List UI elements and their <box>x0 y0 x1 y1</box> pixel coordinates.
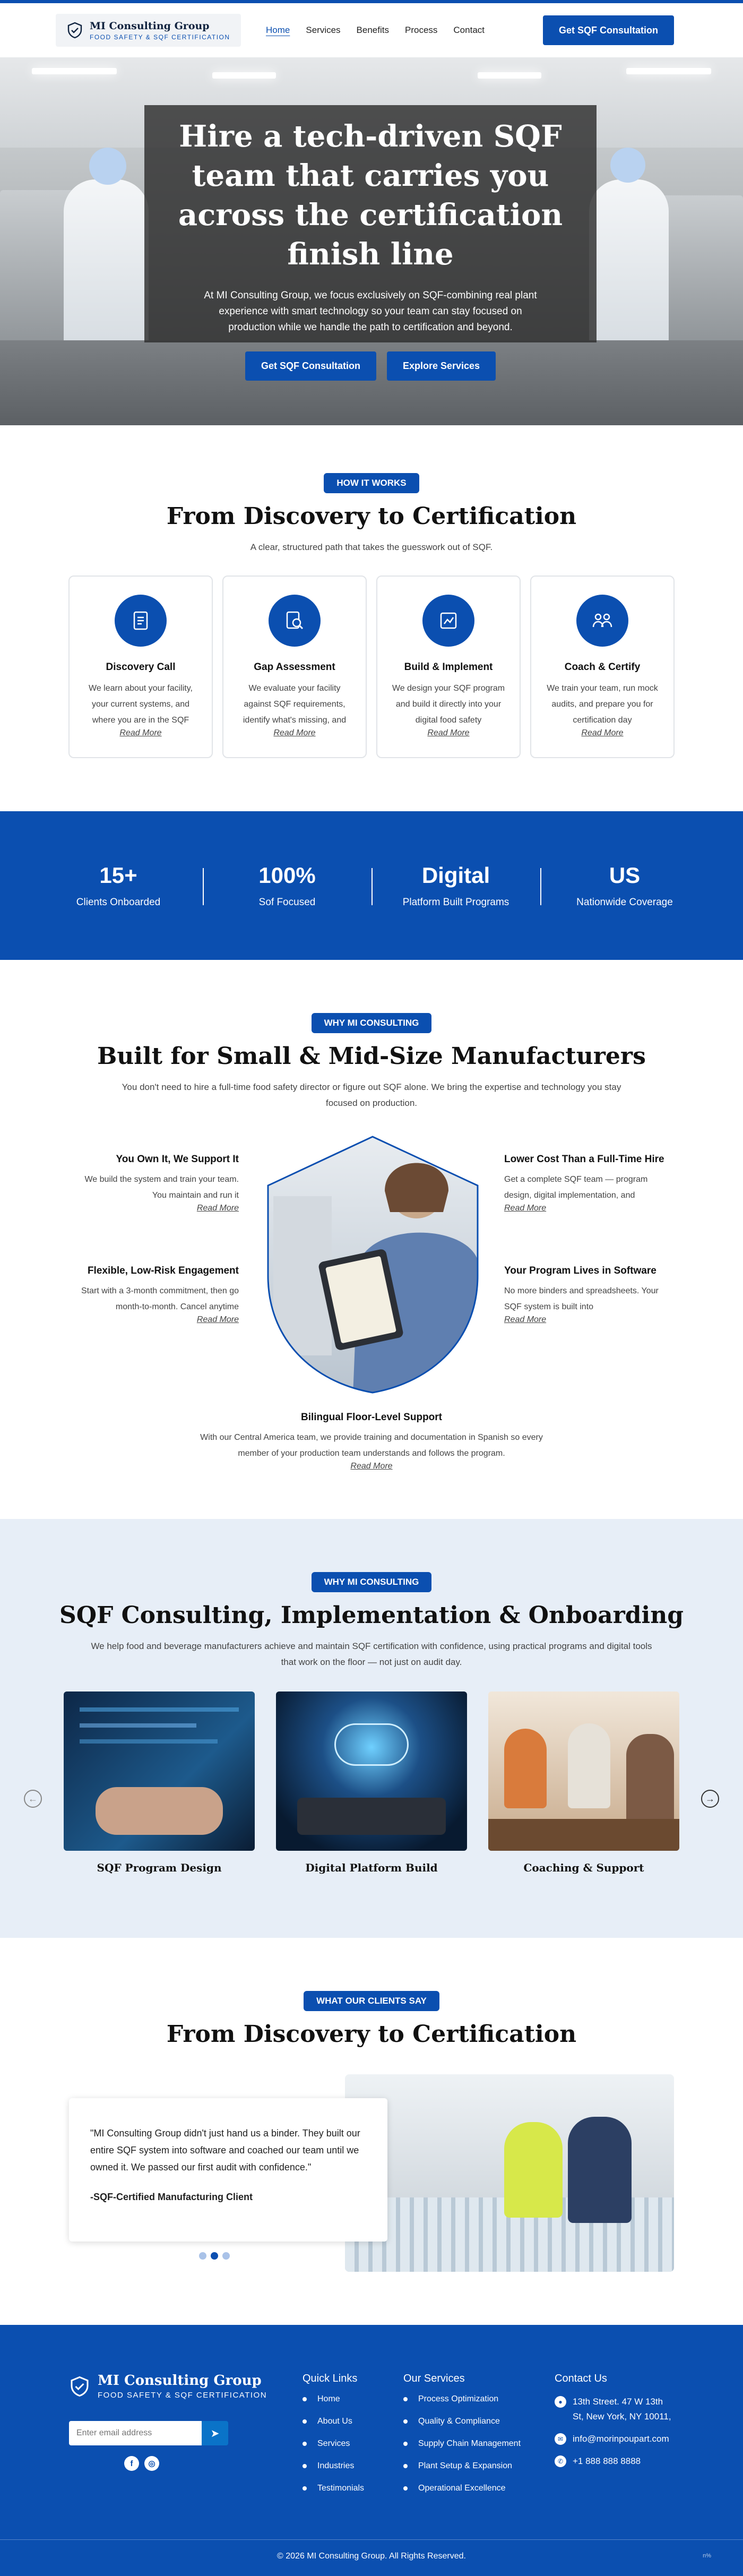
feature-item <box>69 1154 239 1213</box>
how-pill: HOW IT WORKS <box>324 473 419 493</box>
arrow-left-icon: ← <box>28 1793 38 1804</box>
site-header <box>0 3 743 57</box>
feature-title: Bilingual Floor-Level Support <box>301 1412 442 1423</box>
newsletter-form <box>69 2421 228 2445</box>
feature-title: Your Program Lives in Software <box>504 1265 656 1276</box>
feature-text: With our Central America team, we provide training and documentation in Spanish so every member of your production team understands and follows the program. <box>200 1433 543 1458</box>
shield-check-icon <box>69 2376 90 2397</box>
feature-item <box>0 1412 743 1471</box>
consultant-shield-image <box>263 1132 483 1395</box>
hero-section <box>0 57 743 425</box>
service-card[interactable] <box>488 1691 679 1874</box>
footer-link-industries[interactable]: Industries <box>303 2461 403 2471</box>
feature-item <box>504 1154 674 1213</box>
send-icon: ➤ <box>210 2427 220 2440</box>
step-title: Coach & Certify <box>564 662 641 673</box>
feature-text: Start with a 3-month commitment, then go month-to-month. Cancel anytime <box>81 1286 239 1311</box>
step-card <box>222 576 367 758</box>
step-title: Build & Implement <box>404 662 493 673</box>
copyright-bar <box>0 2539 743 2576</box>
footer-link-about[interactable]: About Us <box>303 2417 403 2426</box>
feature-text: No more binders and spreadsheets. Your SQF system is built into <box>504 1286 659 1311</box>
feature-item <box>504 1265 674 1325</box>
build-icon <box>422 595 474 647</box>
services-section <box>0 1519 743 1938</box>
feature-text: Get a complete SQF team — program design, digital implementation, and <box>504 1175 648 1200</box>
scientist-head <box>610 148 645 183</box>
quick-links-column <box>303 2373 403 2529</box>
services-title: SQF Consulting, Implementation & Onboarding <box>59 1602 684 1629</box>
contact-phone[interactable]: +1 888 888 8888 <box>573 2456 641 2466</box>
testimonial-section <box>0 1938 743 2325</box>
step-read-more[interactable]: Read More <box>273 728 316 737</box>
footer-service-link[interactable]: Plant Setup & Expansion <box>403 2461 555 2471</box>
why-pill: WHY MI CONSULTING <box>312 1013 432 1033</box>
footer-logo-subtitle: FOOD SAFETY & SQF CERTIFICATION <box>98 2391 267 2400</box>
service-card[interactable] <box>276 1691 467 1874</box>
carousel-prev-button[interactable] <box>24 1790 42 1808</box>
stat-label: Nationwide Coverage <box>576 897 673 908</box>
footer-service-link[interactable]: Quality & Compliance <box>403 2417 555 2426</box>
nav-services[interactable]: Services <box>306 25 341 35</box>
search-document-icon <box>269 595 321 647</box>
cloud-platform-image <box>276 1691 467 1851</box>
step-read-more[interactable]: Read More <box>427 728 470 737</box>
stat-item <box>372 863 540 908</box>
feature-read-more[interactable]: Read More <box>196 1315 239 1324</box>
footer-service-link[interactable]: Operational Excellence <box>403 2484 555 2493</box>
service-card-title: SQF Program Design <box>97 1861 222 1874</box>
facebook-icon[interactable]: f <box>124 2456 139 2471</box>
footer-service-link[interactable]: Process Optimization <box>403 2394 555 2404</box>
footer-logo[interactable] <box>69 2373 303 2400</box>
phone-icon: ✆ <box>555 2455 566 2467</box>
clipboard-icon <box>115 595 167 647</box>
feature-read-more[interactable]: Read More <box>350 1462 393 1471</box>
service-card-title: Digital Platform Build <box>305 1861 438 1874</box>
hero-title: Hire a tech-driven SQF team that carries you across the certification finish line <box>178 119 563 272</box>
step-text: We train your team, run mock audits, and prepare you for certification day <box>547 684 658 725</box>
step-card <box>376 576 521 758</box>
nav-home[interactable]: Home <box>266 25 290 35</box>
stat-value: US <box>609 863 641 888</box>
coaching-meeting-image <box>488 1691 679 1851</box>
header-consultation-button[interactable]: Get SQF Consultation <box>543 15 674 45</box>
feature-read-more[interactable]: Read More <box>504 1204 547 1213</box>
stat-label: Sof Focused <box>258 897 316 908</box>
email-icon: ✉ <box>555 2433 566 2445</box>
carousel-dots <box>199 2252 230 2260</box>
services-pill: WHY MI CONSULTING <box>312 1572 432 1592</box>
stat-label: Platform Built Programs <box>402 897 509 908</box>
footer-link-services[interactable]: Services <box>303 2439 403 2449</box>
contact-title: Contact Us <box>555 2373 607 2384</box>
ceiling-light <box>212 72 276 79</box>
testimonial-card <box>69 2098 387 2242</box>
logo-subtitle: FOOD SAFETY & SQF CERTIFICATION <box>90 33 230 41</box>
step-title: Gap Assessment <box>254 662 335 673</box>
contact-address: 13th Street. 47 W 13th St, New York, NY 10011, <box>573 2397 671 2422</box>
logo-title: MI Consulting Group <box>90 20 210 32</box>
site-footer <box>0 2325 743 2576</box>
step-card <box>68 576 213 758</box>
stat-value: 15+ <box>99 863 137 888</box>
feature-title: Lower Cost Than a Full-Time Hire <box>504 1154 664 1165</box>
our-services-title: Our Services <box>403 2373 465 2384</box>
code-laptop-image <box>64 1691 255 1851</box>
stats-band <box>0 811 743 960</box>
main-nav <box>266 15 674 45</box>
footer-logo-title: MI Consulting Group <box>98 2373 262 2389</box>
how-title: From Discovery to Certification <box>166 503 577 530</box>
carousel-next-button[interactable] <box>701 1790 719 1808</box>
feature-item <box>69 1265 239 1325</box>
instagram-icon[interactable]: ◎ <box>144 2456 159 2471</box>
stat-item <box>540 863 709 908</box>
corner-badge: n% <box>703 2553 711 2559</box>
why-section <box>0 960 743 1519</box>
footer-service-link[interactable]: Supply Chain Management <box>403 2439 555 2449</box>
our-services-column <box>403 2373 555 2529</box>
testimonial-title: From Discovery to Certification <box>166 2021 577 2048</box>
stat-value: Digital <box>421 863 490 888</box>
contact-column <box>555 2373 674 2529</box>
quick-links-title: Quick Links <box>303 2373 358 2384</box>
services-subtitle: We help food and beverage manufacturers achieve and maintain SQF certification with confidence, using practical programs and digital tools that work on the floor — not just on audit day. <box>91 1641 652 1667</box>
step-text: We learn about your facility, your current systems, and where you are in the SQF <box>89 684 193 725</box>
ceiling-light <box>478 72 541 79</box>
ceiling-light <box>32 68 117 74</box>
location-icon: ● <box>555 2396 566 2408</box>
step-title: Discovery Call <box>106 662 176 673</box>
stat-label: Clients Onboarded <box>76 897 161 908</box>
explore-services-button[interactable]: Explore Services <box>387 351 496 381</box>
step-card <box>530 576 675 758</box>
nav-benefits[interactable]: Benefits <box>356 25 389 35</box>
site-logo[interactable] <box>56 14 241 47</box>
how-subtitle: A clear, structured path that takes the guesswork out of SQF. <box>250 542 493 552</box>
hero-text: At MI Consulting Group, we focus exclusively on SQF-combining real plant experience with smart technology so your team can stay focused on production while we handle the path to certification and beyond. <box>204 290 537 333</box>
testimonial-quote: "MI Consulting Group didn't just hand us a binder. They built our entire SQF system into software and coached our team until we owned it. We passed our first audit with confidence." <box>90 2128 360 2173</box>
service-card-title: Coaching & Support <box>523 1861 644 1874</box>
how-it-works-section <box>0 425 743 811</box>
footer-link-testimonials[interactable]: Testimonials <box>303 2484 403 2493</box>
why-title: Built for Small & Mid-Size Manufacturers <box>97 1043 646 1070</box>
step-read-more[interactable]: Read More <box>119 728 162 737</box>
why-subtitle: You don't need to hire a full-time food safety director or figure out SQF alone. We bring the expertise and technology you stay focused on production. <box>122 1082 621 1108</box>
testimonial-author: -SQF-Certified Manufacturing Client <box>90 2192 253 2202</box>
worker-head <box>89 148 126 185</box>
feature-read-more[interactable]: Read More <box>196 1204 239 1213</box>
social-links <box>124 2456 303 2471</box>
testimonial-pill: WHAT OUR CLIENTS SAY <box>304 1991 439 2011</box>
service-card[interactable] <box>64 1691 255 1874</box>
footer-link-home[interactable]: Home <box>303 2394 403 2404</box>
newsletter-submit-button[interactable] <box>202 2421 228 2445</box>
copyright-text: © 2026 MI Consulting Group. All Rights Reserved. <box>277 2552 466 2561</box>
hero-consultation-button[interactable]: Get SQF Consultation <box>245 351 376 381</box>
carousel-dot[interactable] <box>222 2252 230 2260</box>
feature-title: Flexible, Low-Risk Engagement <box>87 1265 239 1276</box>
carousel-dot[interactable] <box>199 2252 206 2260</box>
carousel-dot-active[interactable] <box>211 2252 218 2260</box>
step-read-more[interactable]: Read More <box>581 728 624 737</box>
feature-read-more[interactable]: Read More <box>504 1315 547 1324</box>
hero-overlay-box <box>144 105 597 371</box>
nav-contact[interactable]: Contact <box>453 25 485 35</box>
factory-inspection-image <box>345 2074 674 2272</box>
team-icon <box>576 595 628 647</box>
stat-item <box>34 863 203 908</box>
stat-item <box>203 863 372 908</box>
shield-check-icon <box>66 22 83 39</box>
nav-process[interactable]: Process <box>404 25 438 35</box>
stat-value: 100% <box>258 863 316 888</box>
step-text: We evaluate your facility against SQF requirements, identify what's missing, and <box>243 684 347 725</box>
feature-title: You Own It, We Support It <box>116 1154 239 1165</box>
contact-email[interactable]: info@morinpoupart.com <box>573 2434 669 2444</box>
ceiling-light <box>626 68 711 74</box>
newsletter-email-input[interactable] <box>69 2421 202 2445</box>
feature-text: We build the system and train your team. You maintain and run it <box>84 1175 239 1200</box>
step-text: We design your SQF program and build it directly into your digital food safety <box>392 684 505 725</box>
arrow-right-icon: → <box>705 1793 715 1804</box>
